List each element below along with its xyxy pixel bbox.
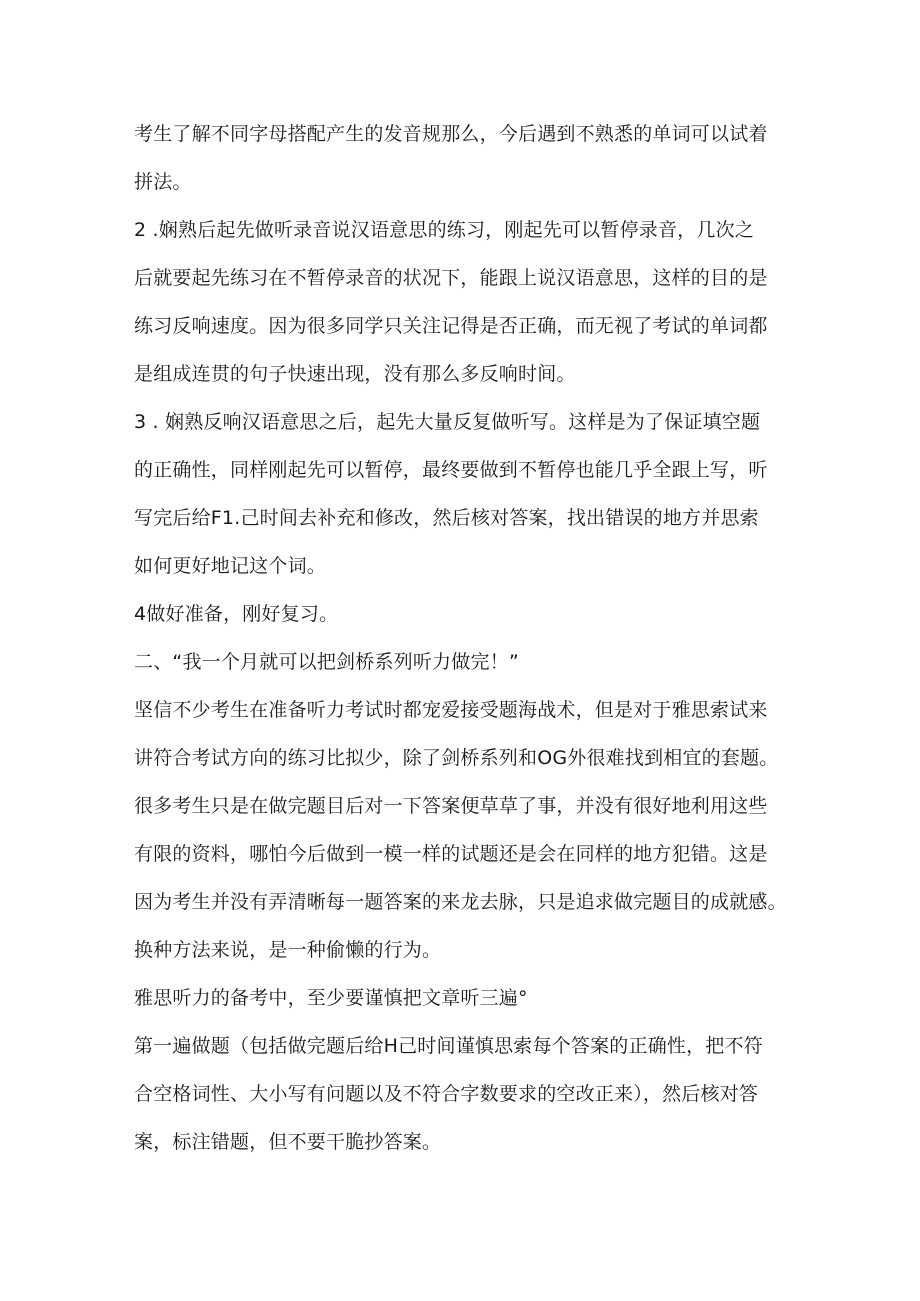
paragraph-line: 雅思听力的备考中，至少要谨慎把文章听三遍° [134, 987, 528, 1009]
paragraph-line: 3 . 娴熟反响汉语意思之后，起先大量反复做听写。这样是为了保证填空题 [134, 411, 761, 433]
paragraph-line: 案，标注错题，但不要干脆抄答案。 [134, 1131, 442, 1153]
paragraph-line: 是组成连贯的句子快速出现，没有那么多反响时间。 [134, 363, 576, 385]
paragraph-line: 的正确性，同样刚起先可以暂停，最终要做到不暂停也能几乎全跟上写，听 [134, 459, 768, 481]
paragraph-line: 2 .娴熟后起先做听录音说汉语意思的练习，刚起先可以暂停录音，几次之 [134, 219, 754, 241]
paragraph-line: 练习反响速度。因为很多同学只关注记得是否正确，而无视了考试的单词都 [134, 315, 768, 337]
paragraph-line: 后就要起先练习在不暂停录音的状况下，能跟上说汉语意思，这样的目的是 [134, 267, 768, 289]
paragraph-line: 第一遍做题（包括做完题后给H己时间谨慎思索每个答案的正确性，把不符 [134, 1035, 763, 1057]
paragraph-line: 考生了解不同字母搭配产生的发音规那么，今后遇到不熟悉的单词可以试着 [134, 123, 768, 145]
paragraph-line: 4做好准备，刚好复习。 [134, 603, 339, 625]
paragraph-line: 坚信不少考生在准备听力考试时都宠爱接受题海战术，但是对于雅思索试来 [134, 699, 768, 721]
paragraph-line: 拼法。 [134, 171, 192, 193]
section-heading: 二、“我一个月就可以把剑桥系列听力做完！” [134, 651, 519, 673]
paragraph-line: 有限的资料，哪怕今后做到一模一样的试题还是会在同样的地方犯错。这是 [134, 843, 768, 865]
paragraph-line: 讲符合考试方向的练习比拟少，除了剑桥系列和OG外很难找到相宜的套题。 [134, 747, 779, 769]
paragraph-line: 换种方法来说，是一种偷懒的行为。 [134, 939, 442, 961]
paragraph-line: 因为考生并没有弄清晰每一题答案的来龙去脉，只是追求做完题目的成就感。 [134, 891, 787, 913]
paragraph-line: 很多考生只是在做完题目后对一下答案便草草了事，并没有很好地利用这些 [134, 795, 768, 817]
paragraph-line: 合空格词性、大小写有问题以及不符合字数要求的空改正来），然后核对答 [134, 1083, 759, 1105]
paragraph-line: 如何更好地记这个词。 [134, 555, 327, 577]
paragraph-line: 写完后给F1.己时间去补充和修改，然后核对答案，找出错误的地方并思索 [134, 507, 759, 529]
